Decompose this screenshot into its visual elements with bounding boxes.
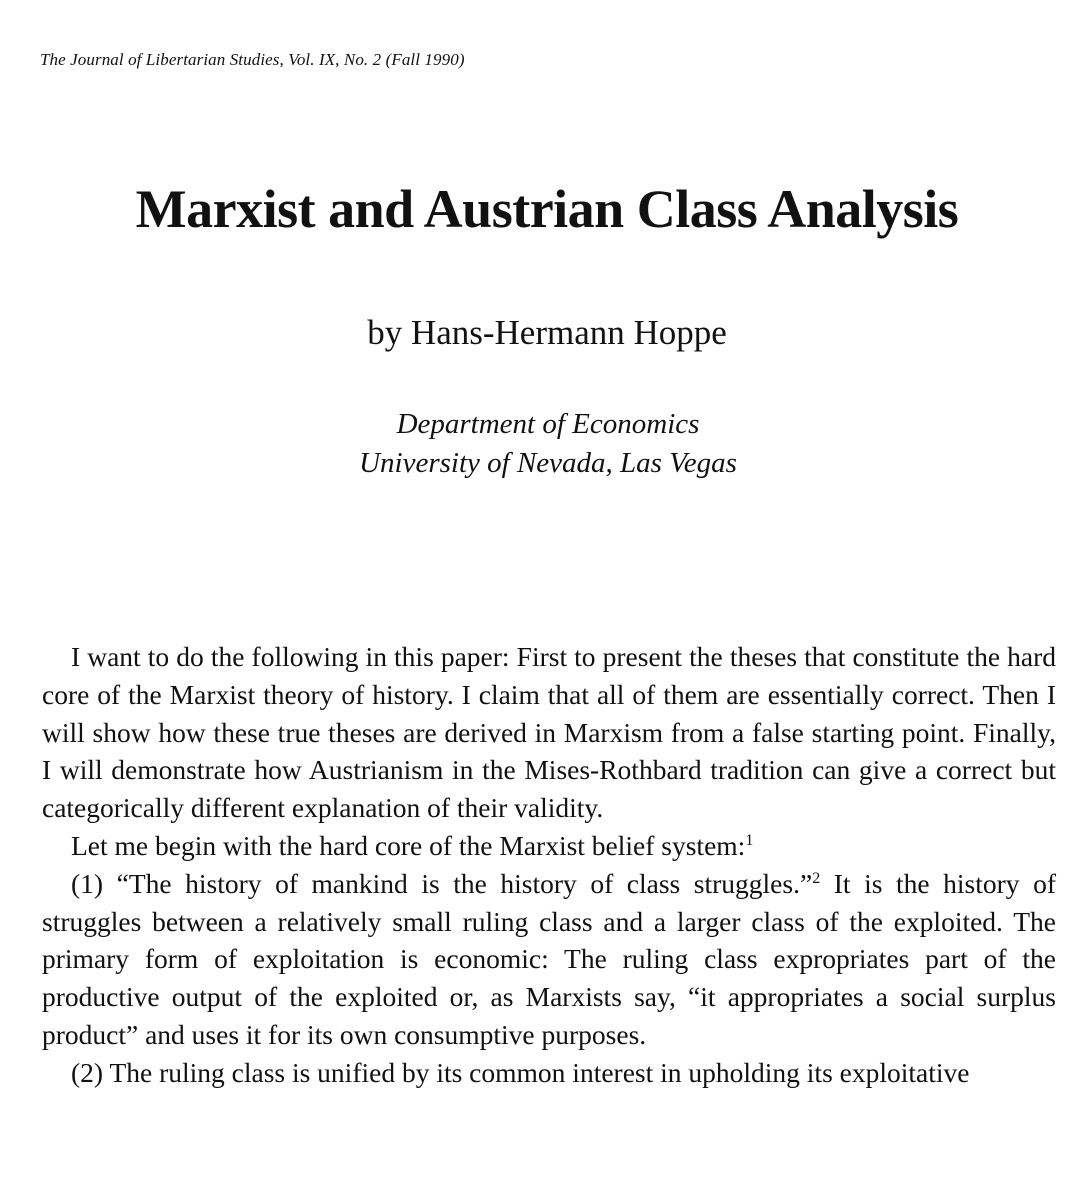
footnote-ref-2: 2 [812,869,821,887]
paragraph-thesis-2: (2) The ruling class is unified by its common interest in upholding its exploitative [71,1056,970,1088]
paragraph-intro: I want to do the following in this paper: First to present the theses that constitute the hard core of the Marxist theory of history. I claim that all of them are essentially correct. Then I will show how these true theses are derived in Marxism from a false starting point. Finally, I will demonstrate how Austrianism in the Mises-Rothbard tradition can give a correct but categorically different explanation of their validity. [42,641,1056,824]
affiliation-department: Department of Economics [396,408,700,440]
affiliation-university: University of Nevada, Las Vegas [359,447,737,479]
paper-title: Marxist and Austrian Class Analysis [135,179,959,239]
paragraph-begin-text: Let me begin with the hard core of the Marxist belief system: [71,829,746,861]
footnote-ref-1: 1 [745,831,754,849]
thesis-1-quote: (1) “The history of mankind is the history of class struggles.” [71,867,813,899]
paragraph-thesis-1 [42,865,1056,1054]
author-byline: by Hans-Hermann Hoppe [367,313,727,352]
thesis-1-text: It is the history of struggles between a relatively small ruling class and a larger class of the exploited. The primary form of exploitation is economic: The ruling class expropriates part of the productive output of the exploited or, as Marxists say, “it appropriates a social surplus product” and uses it for its own consumptive purposes. [42,867,1056,1050]
body-text [42,638,1056,1092]
paragraph-begin [42,827,1056,865]
journal-header: The Journal of Libertarian Studies, Vol. IX, No. 2 (Fall 1990) [40,50,465,69]
